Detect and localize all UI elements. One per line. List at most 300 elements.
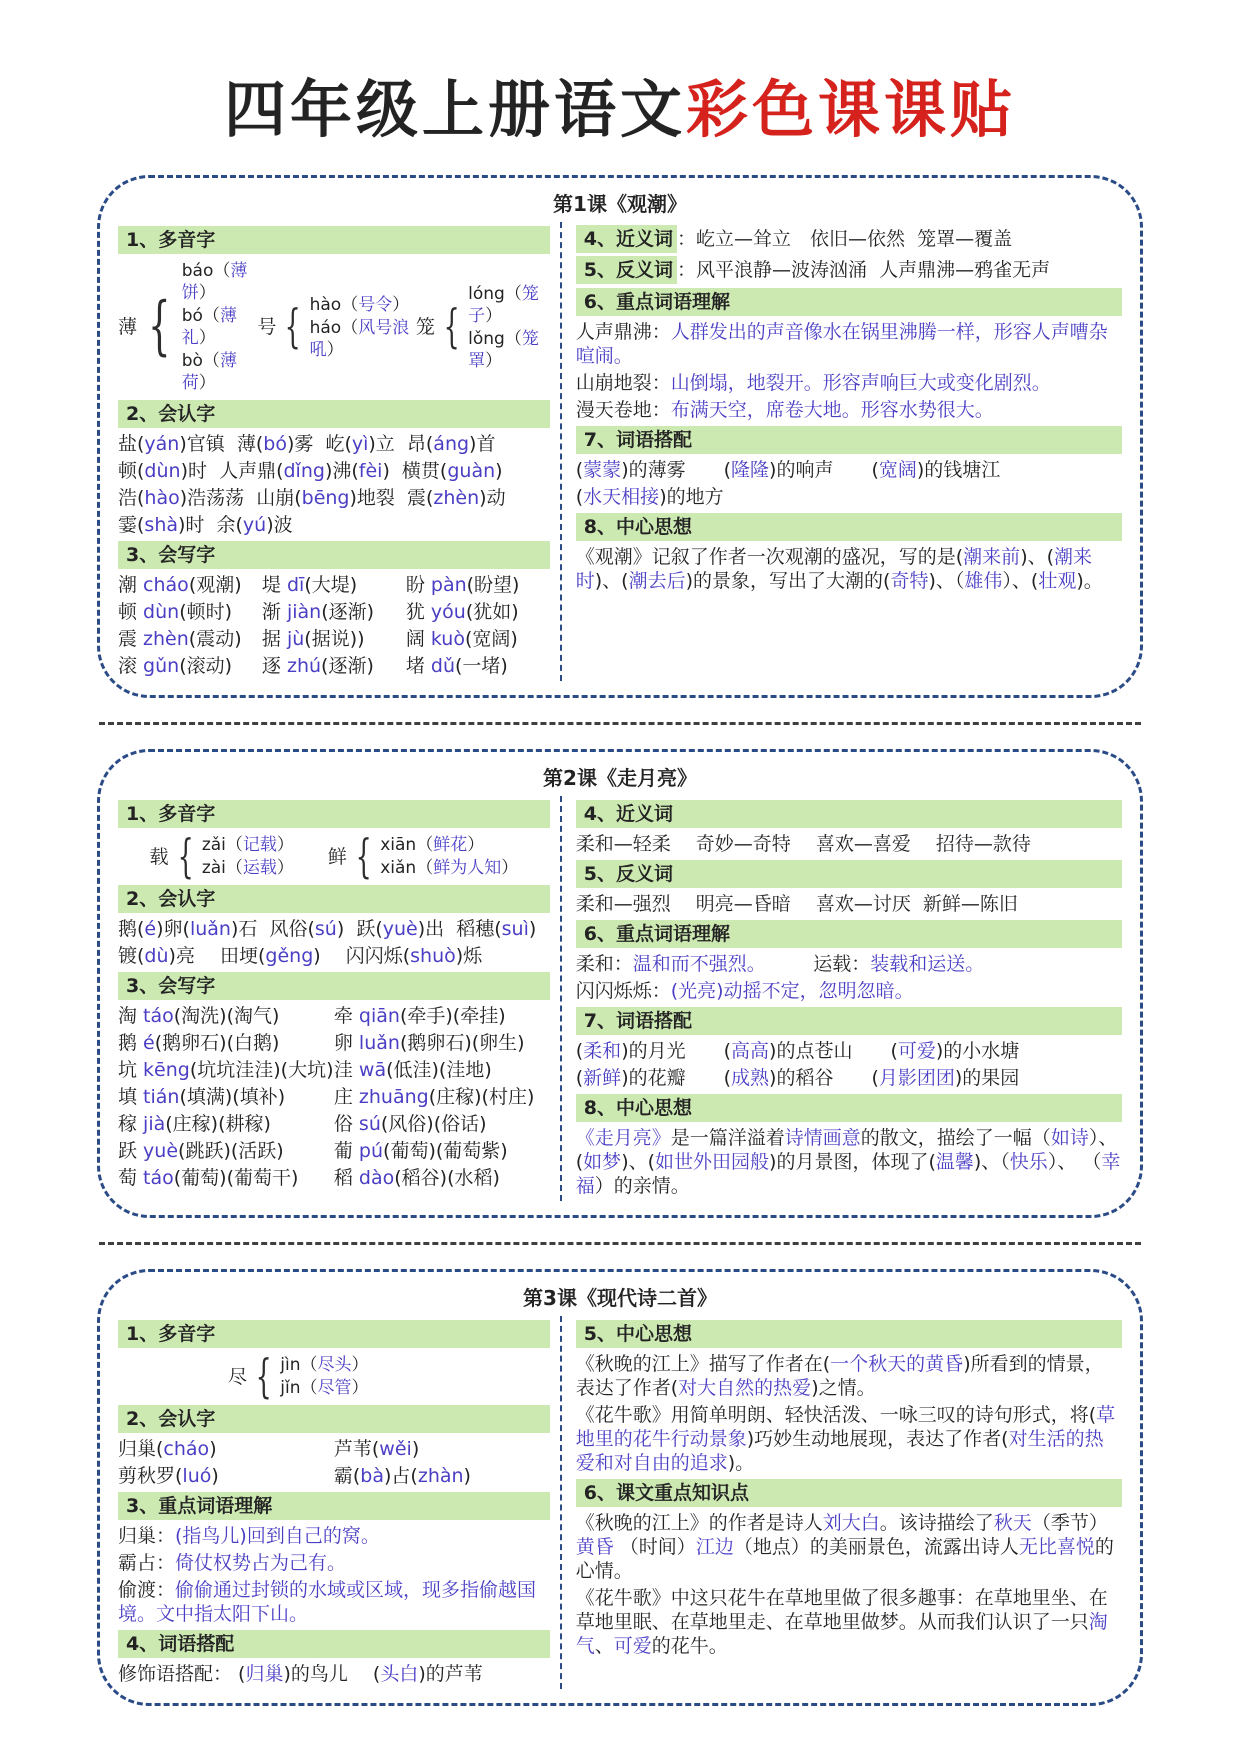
word-cell bbox=[334, 1058, 550, 1082]
text-segment: 滚 bbox=[118, 655, 144, 677]
text-segment: )。 bbox=[1076, 570, 1103, 592]
word-cell bbox=[118, 600, 262, 624]
column-left bbox=[118, 1316, 560, 1689]
text-segment: zài（ bbox=[201, 858, 243, 878]
brace-icon: { bbox=[284, 299, 302, 354]
text-segment: 成熟 bbox=[731, 1067, 770, 1089]
text-segment: )烁 bbox=[455, 945, 483, 967]
duoyin-entry bbox=[468, 328, 550, 372]
text-line bbox=[576, 892, 1122, 916]
text-segment: cháo bbox=[143, 574, 189, 596]
text-segment: 诗情画意 bbox=[784, 1127, 861, 1149]
section-columns bbox=[118, 222, 1122, 681]
word-cell bbox=[406, 573, 550, 597]
section-box bbox=[97, 175, 1143, 698]
text-segment: háo（ bbox=[309, 317, 359, 338]
text-segment: (风俗)(俗话) bbox=[380, 1113, 487, 1135]
text-segment: 顿 bbox=[118, 601, 144, 623]
text-segment: 记载 bbox=[242, 835, 277, 855]
section-header-bar: 4、近义词 bbox=[576, 800, 1122, 828]
text-segment: (顿时) bbox=[179, 601, 233, 623]
text-segment: 葡 bbox=[333, 1140, 359, 1162]
text-segment: 江边 bbox=[695, 1536, 734, 1558]
text-segment: yuè bbox=[382, 918, 418, 940]
word-cell bbox=[334, 1166, 550, 1190]
text-segment: 对生活的热爱和对自由的追求 bbox=[575, 1428, 1104, 1474]
text-segment: 修饰语搭配： ( bbox=[118, 1663, 246, 1685]
text-line bbox=[118, 1578, 550, 1626]
text-line bbox=[576, 458, 1122, 482]
text-segment: 月影团团 bbox=[878, 1067, 955, 1089]
text-line bbox=[576, 1039, 1122, 1063]
word-row bbox=[118, 1166, 550, 1190]
text-segment: é bbox=[144, 918, 157, 940]
text-segment: )、( bbox=[594, 570, 629, 592]
word-cell bbox=[334, 1437, 550, 1461]
text-segment: 一个秋天的黄昏 bbox=[830, 1353, 964, 1375]
text-segment: )的果园 bbox=[954, 1067, 1020, 1089]
text-segment: 、 bbox=[594, 1635, 614, 1657]
word-cell bbox=[118, 573, 262, 597]
duoyin-character: 鲜 bbox=[327, 845, 347, 868]
text-segment: ( bbox=[575, 1067, 584, 1089]
text-segment: 幸福 bbox=[575, 1151, 1121, 1197]
text-segment: zhú bbox=[286, 655, 322, 677]
text-segment: xiǎn（ bbox=[380, 858, 434, 878]
text-segment: 剪秋罗( bbox=[118, 1465, 183, 1487]
text-segment: qiān bbox=[358, 1005, 400, 1027]
duoyin-entry bbox=[280, 1354, 368, 1376]
text-segment: jià bbox=[143, 1113, 166, 1135]
text-segment: ） bbox=[485, 350, 503, 371]
text-segment: gěng bbox=[265, 945, 314, 967]
text-segment: )的花瓣 ( bbox=[621, 1067, 732, 1089]
text-segment: 柔和—强烈 明亮—昏暗 喜欢—讨厌 新鲜—陈旧 bbox=[575, 893, 1018, 915]
text-segment: )、（ bbox=[973, 1151, 1010, 1173]
text-segment: ( bbox=[575, 486, 584, 508]
text-segment: ) bbox=[211, 1465, 219, 1487]
word-row bbox=[118, 1085, 550, 1109]
text-segment: 是一篇洋溢着 bbox=[670, 1127, 785, 1149]
text-line bbox=[576, 1352, 1122, 1400]
text-segment: bó（ bbox=[181, 306, 220, 326]
text-segment: (滚动) bbox=[179, 655, 233, 677]
text-segment: ） bbox=[485, 305, 503, 326]
text-segment: 漫天卷地： bbox=[575, 399, 671, 421]
text-segment: áng bbox=[433, 433, 470, 455]
page-title-red: 彩色课课贴 bbox=[686, 73, 1017, 146]
text-segment: (葡萄)(葡萄干) bbox=[173, 1167, 299, 1189]
text-segment: )的地方 bbox=[659, 486, 724, 508]
word-cell bbox=[334, 1139, 550, 1163]
text-segment: 草地里的花牛行动景象 bbox=[575, 1404, 1116, 1450]
text-segment: luǎn bbox=[189, 918, 231, 940]
text-segment: 无比喜悦 bbox=[1018, 1536, 1095, 1558]
text-segment: 堵 bbox=[405, 655, 431, 677]
text-segment: (低洼)(洼地) bbox=[386, 1059, 492, 1081]
text-segment: )的钱塘江 bbox=[916, 459, 1001, 481]
text-segment: ）、( bbox=[575, 1127, 1118, 1173]
text-segment: 霸( bbox=[333, 1465, 361, 1487]
duoyin-group bbox=[118, 259, 257, 395]
text-segment: （时间） bbox=[613, 1536, 696, 1558]
text-segment: 据 bbox=[261, 628, 287, 650]
text-segment: kuò bbox=[430, 628, 465, 650]
text-segment: cháo bbox=[163, 1438, 210, 1460]
text-segment: pú bbox=[358, 1140, 384, 1162]
text-segment: )巧妙生动地展现，表达了作者( bbox=[746, 1428, 1009, 1450]
text-segment: gǔn bbox=[143, 655, 180, 677]
text-segment: kēng bbox=[143, 1059, 190, 1081]
text-segment: guàn bbox=[447, 460, 496, 482]
text-segment: 蒙蒙 bbox=[583, 459, 622, 481]
text-segment: 薄荷 bbox=[181, 351, 237, 393]
text-segment: 风号浪吼 bbox=[309, 317, 410, 360]
text-line bbox=[576, 256, 1122, 284]
section-header-bar: 1、多音字 bbox=[118, 800, 550, 828]
text-segment: báo（ bbox=[181, 261, 231, 281]
word-row bbox=[118, 654, 550, 678]
text-line bbox=[576, 371, 1122, 395]
text-segment: )的月光 ( bbox=[621, 1040, 732, 1062]
text-segment: )立 昂( bbox=[368, 433, 434, 455]
text-segment: ） bbox=[392, 294, 410, 315]
duoyin-entry bbox=[380, 834, 518, 856]
text-segment: táo bbox=[143, 1005, 174, 1027]
section-separator bbox=[99, 722, 1141, 725]
text-segment: 归巢 bbox=[245, 1663, 284, 1685]
text-segment: )、( bbox=[621, 1151, 656, 1173]
text-segment: ) bbox=[209, 1438, 217, 1460]
text-line bbox=[118, 1524, 550, 1548]
text-segment: 洼 bbox=[333, 1059, 359, 1081]
text-segment: (鹅卵石)(卵生) bbox=[399, 1032, 525, 1054]
duoyin-group bbox=[257, 259, 416, 395]
text-segment: dù bbox=[144, 945, 169, 967]
text-line bbox=[118, 944, 550, 968]
text-line bbox=[576, 979, 1122, 1003]
text-segment: ） bbox=[276, 835, 294, 855]
text-segment: )出 稻穗( bbox=[417, 918, 502, 940]
text-segment: ) bbox=[495, 460, 503, 482]
text-segment: (坑坑洼洼)(大坑) bbox=[189, 1059, 334, 1081]
text-segment: 卵 bbox=[333, 1032, 359, 1054]
word-cell bbox=[262, 627, 406, 651]
text-segment: bēng bbox=[301, 487, 350, 509]
text-segment: )的点苍山 ( bbox=[769, 1040, 898, 1062]
text-segment: 人群发出的声音像水在锅里沸腾一样，形容人声嘈杂喧闹。 bbox=[575, 321, 1108, 367]
text-segment: shuò bbox=[410, 945, 456, 967]
text-segment: 尽头 bbox=[317, 1355, 352, 1375]
duoyin-entry bbox=[202, 857, 294, 879]
text-segment: 柔和—轻柔 奇妙—奇特 喜欢—喜爱 招待—款待 bbox=[575, 833, 1031, 855]
text-segment: )的鸟儿 ( bbox=[283, 1663, 381, 1685]
text-segment: ） bbox=[351, 1355, 369, 1375]
column-left bbox=[118, 796, 560, 1201]
text-segment: dùn bbox=[143, 601, 180, 623]
text-segment: 如梦 bbox=[583, 1151, 622, 1173]
text-segment: （季节） bbox=[1031, 1512, 1108, 1534]
text-segment: luó bbox=[182, 1465, 212, 1487]
text-segment: ）、 （ bbox=[1047, 1151, 1102, 1173]
section-columns bbox=[118, 1316, 1122, 1689]
section-header-bar: 8、中心思想 bbox=[576, 1094, 1122, 1122]
section-header-chip: 4、近义词 bbox=[576, 225, 677, 253]
text-segment: 秋天 bbox=[993, 1512, 1032, 1534]
section-header-bar: 7、词语搭配 bbox=[576, 1007, 1122, 1035]
section-header-bar: 5、反义词 bbox=[576, 860, 1122, 888]
text-segment: 淘 bbox=[118, 1005, 144, 1027]
text-segment: 萄 bbox=[118, 1167, 144, 1189]
text-segment: )的薄雾 ( bbox=[621, 459, 732, 481]
text-segment: 雄伟 bbox=[964, 570, 1003, 592]
duoyin-row bbox=[118, 828, 550, 883]
duoyin-entry bbox=[182, 350, 258, 394]
text-line bbox=[118, 1551, 550, 1575]
text-segment: )所看到的情景，表达了作者( bbox=[575, 1353, 1104, 1399]
text-segment: 鲜为人知 bbox=[433, 858, 502, 878]
text-segment: 堤 bbox=[261, 574, 287, 596]
word-cell bbox=[118, 627, 262, 651]
text-segment: tián bbox=[143, 1086, 180, 1108]
text-segment: 隆隆 bbox=[731, 459, 770, 481]
text-segment: （地点）的美丽景色，流露出诗人 bbox=[733, 1536, 1019, 1558]
text-segment: dī bbox=[286, 574, 305, 596]
text-segment: lǒng（ bbox=[468, 328, 522, 349]
text-segment: )亮 田埂( bbox=[168, 945, 266, 967]
text-segment: yán bbox=[144, 433, 180, 455]
text-segment: 可爱 bbox=[613, 1635, 652, 1657]
word-rows bbox=[118, 1004, 550, 1190]
text-segment: 《观潮》记叙了作者一次观潮的盛况，写的是( bbox=[575, 546, 964, 568]
text-segment: 潮来时 bbox=[575, 546, 1093, 592]
text-segment: (大堤) bbox=[304, 574, 358, 596]
word-cell bbox=[118, 1058, 334, 1082]
duoyin-entry bbox=[182, 305, 258, 349]
text-segment: ：屹立—耸立 依旧—依然 笼罩—覆盖 bbox=[676, 228, 1013, 250]
text-line bbox=[576, 320, 1122, 368]
text-segment: 偷渡： bbox=[118, 1579, 176, 1601]
word-cell bbox=[334, 1112, 550, 1136]
text-segment: ) 跃( bbox=[336, 918, 383, 940]
duoyin-entry bbox=[380, 857, 518, 879]
section-title: 第2课《走月亮》 bbox=[543, 766, 697, 790]
text-segment: lóng（ bbox=[468, 283, 522, 304]
brace-icon: { bbox=[148, 289, 171, 364]
duoyin-group bbox=[149, 828, 294, 883]
section-header-bar: 8、中心思想 bbox=[576, 513, 1122, 541]
text-segment: ） bbox=[198, 373, 216, 393]
column-right bbox=[560, 1316, 1122, 1689]
text-segment: (犹如) bbox=[465, 601, 519, 623]
text-segment: ） bbox=[467, 835, 485, 855]
text-segment: 奇特 bbox=[890, 570, 929, 592]
text-segment: )的响声 ( bbox=[769, 459, 879, 481]
section-header-bar: 1、多音字 bbox=[118, 226, 550, 254]
text-line bbox=[118, 432, 550, 456]
section-header-bar: 2、会认字 bbox=[118, 885, 550, 913]
text-segment: dǔ bbox=[430, 655, 455, 677]
duoyin-character: 载 bbox=[149, 845, 169, 868]
text-segment: bó bbox=[263, 433, 287, 455]
text-segment: 装载和运送。 bbox=[870, 953, 985, 975]
text-segment: 薄饼 bbox=[181, 261, 248, 303]
text-segment: 盐( bbox=[118, 433, 145, 455]
word-cell bbox=[334, 1464, 550, 1488]
section-box bbox=[97, 749, 1143, 1218]
text-line bbox=[576, 225, 1122, 253]
section-header-chip: 5、反义词 bbox=[576, 256, 677, 284]
text-segment: 霎( bbox=[118, 514, 145, 536]
text-segment: 跃 bbox=[118, 1140, 144, 1162]
text-segment: (跳跃)(活跃) bbox=[178, 1140, 284, 1162]
word-cell bbox=[118, 1464, 334, 1488]
text-segment: ） bbox=[276, 858, 294, 878]
text-segment: 镀( bbox=[118, 945, 145, 967]
text-segment: 霸占： bbox=[118, 1552, 176, 1574]
text-segment: (牵手)(牵挂) bbox=[399, 1005, 506, 1027]
text-segment: 潮 bbox=[118, 574, 144, 596]
text-segment: shà bbox=[144, 514, 179, 536]
text-segment: 鹅 bbox=[118, 1032, 144, 1054]
brace-icon: { bbox=[355, 828, 372, 883]
page-title-black: 四年级上册语文 bbox=[223, 73, 686, 146]
duoyin-entries bbox=[182, 259, 258, 395]
text-segment: 笼罩 bbox=[468, 328, 539, 371]
text-segment: )之情。 bbox=[811, 1377, 876, 1399]
text-segment: )的稻谷 ( bbox=[769, 1067, 879, 1089]
section-header-bar: 2、会认字 bbox=[118, 1405, 550, 1433]
text-segment: 宽阔 bbox=[878, 459, 917, 481]
word-cell bbox=[334, 1004, 550, 1028]
text-segment: zǎi（ bbox=[201, 835, 243, 855]
text-segment: 潮去后 bbox=[628, 570, 686, 592]
text-segment: 对大自然的热爱 bbox=[678, 1377, 812, 1399]
text-segment: ） bbox=[351, 1378, 369, 1398]
text-segment: 《秋晚的江上》描写了作者在( bbox=[575, 1353, 831, 1375]
text-segment: jù bbox=[286, 628, 305, 650]
text-segment: )动 bbox=[479, 487, 506, 509]
text-segment: 盼 bbox=[405, 574, 431, 596]
section-header-bar: 3、重点词语理解 bbox=[118, 1492, 550, 1520]
text-segment: pàn bbox=[430, 574, 467, 596]
section-box bbox=[97, 1269, 1143, 1706]
section-title: 第3课《现代诗二首》 bbox=[523, 1286, 717, 1310]
section-header-bar: 3、会写字 bbox=[118, 541, 550, 569]
text-segment: 归巢： bbox=[118, 1525, 176, 1547]
text-segment: 偷偷通过封锁的水域或区域，现多指偷越国境。文中指太阳下山。 bbox=[118, 1579, 537, 1625]
text-segment: sú bbox=[314, 918, 337, 940]
text-segment: (稻谷)(水稻) bbox=[394, 1167, 500, 1189]
text-segment: 淘气 bbox=[575, 1611, 1108, 1657]
text-segment: (庄稼)(耕稼) bbox=[165, 1113, 271, 1135]
word-cell bbox=[262, 654, 406, 678]
duoyin-entries bbox=[280, 1353, 368, 1400]
text-segment: 阔 bbox=[405, 628, 431, 650]
text-segment: 的花牛。 bbox=[651, 1635, 728, 1657]
text-line bbox=[576, 952, 1122, 976]
text-line bbox=[576, 545, 1122, 593]
word-cell bbox=[262, 600, 406, 624]
text-segment: 尽管 bbox=[317, 1378, 352, 1398]
text-segment: (葡萄)(葡萄紫) bbox=[383, 1140, 508, 1162]
text-segment: 填 bbox=[118, 1086, 144, 1108]
text-segment: )占( bbox=[384, 1465, 418, 1487]
text-segment: 柔和 bbox=[583, 1040, 622, 1062]
section-header-bar: 1、多音字 bbox=[118, 1320, 550, 1348]
text-segment: (庄稼)(村庄) bbox=[428, 1086, 535, 1108]
word-cell bbox=[406, 627, 550, 651]
text-segment: 号令 bbox=[358, 294, 393, 315]
text-segment: sú bbox=[358, 1113, 381, 1135]
text-segment: 渐 bbox=[261, 601, 287, 623]
text-segment: ）、( bbox=[1002, 570, 1039, 592]
section-title: 第1课《观潮》 bbox=[553, 192, 687, 216]
text-segment: )卵( bbox=[156, 918, 190, 940]
text-segment: 新鲜 bbox=[583, 1067, 622, 1089]
text-segment: wěi bbox=[379, 1438, 412, 1460]
text-line bbox=[118, 486, 550, 510]
word-row bbox=[118, 600, 550, 624]
text-segment: 。该诗描绘了 bbox=[879, 1512, 994, 1534]
text-segment: )沸( bbox=[324, 460, 359, 482]
text-segment: yuè bbox=[143, 1140, 179, 1162]
text-segment: 《花牛歌》用简单明朗、轻快活泼、一咏三叹的诗句形式，将( bbox=[575, 1404, 1097, 1426]
text-segment: )地裂 震( bbox=[349, 487, 434, 509]
text-segment: jiàn bbox=[286, 601, 322, 623]
text-segment: 快乐 bbox=[1009, 1151, 1048, 1173]
text-line bbox=[118, 1662, 550, 1686]
text-segment: 坑 bbox=[118, 1059, 144, 1081]
word-row bbox=[118, 1139, 550, 1163]
text-segment: 稻 bbox=[333, 1167, 359, 1189]
text-line bbox=[576, 1066, 1122, 1090]
text-segment: )、（ bbox=[928, 570, 965, 592]
word-cell bbox=[406, 654, 550, 678]
text-segment: 如世外田园般 bbox=[655, 1151, 770, 1173]
text-segment: hào（ bbox=[309, 294, 359, 315]
text-segment: 刘大白 bbox=[822, 1512, 880, 1534]
text-segment: 运载： bbox=[756, 953, 871, 975]
text-segment: 的心情。 bbox=[575, 1536, 1114, 1582]
text-line bbox=[576, 1586, 1122, 1658]
duoyin-group bbox=[416, 259, 550, 395]
text-line bbox=[576, 1126, 1122, 1198]
text-segment: dào bbox=[358, 1167, 395, 1189]
column-right bbox=[560, 796, 1122, 1201]
text-segment: ) bbox=[528, 918, 537, 940]
text-line bbox=[576, 832, 1122, 856]
duoyin-entry bbox=[202, 834, 294, 856]
text-segment: )的月景图，体现了( bbox=[769, 1151, 936, 1173]
page-title bbox=[97, 60, 1143, 149]
text-line bbox=[118, 459, 550, 483]
text-segment: 山倒塌，地裂开。形容声响巨大或变化剧烈。 bbox=[670, 372, 1051, 394]
duoyin-entries bbox=[380, 833, 518, 880]
text-segment: 黄昏 bbox=[575, 1536, 614, 1558]
text-segment: 牵 bbox=[333, 1005, 359, 1027]
text-segment: xiān（ bbox=[380, 835, 434, 855]
word-cell bbox=[118, 654, 262, 678]
text-segment: hào bbox=[144, 487, 180, 509]
text-segment: 温馨 bbox=[935, 1151, 974, 1173]
text-segment: 《走月亮》 bbox=[575, 1127, 671, 1149]
text-segment: (观潮) bbox=[188, 574, 242, 596]
text-segment: (淘洗)(淘气) bbox=[173, 1005, 280, 1027]
word-row bbox=[118, 1004, 550, 1028]
text-segment: )、( bbox=[1020, 546, 1055, 568]
word-cell bbox=[118, 1166, 334, 1190]
